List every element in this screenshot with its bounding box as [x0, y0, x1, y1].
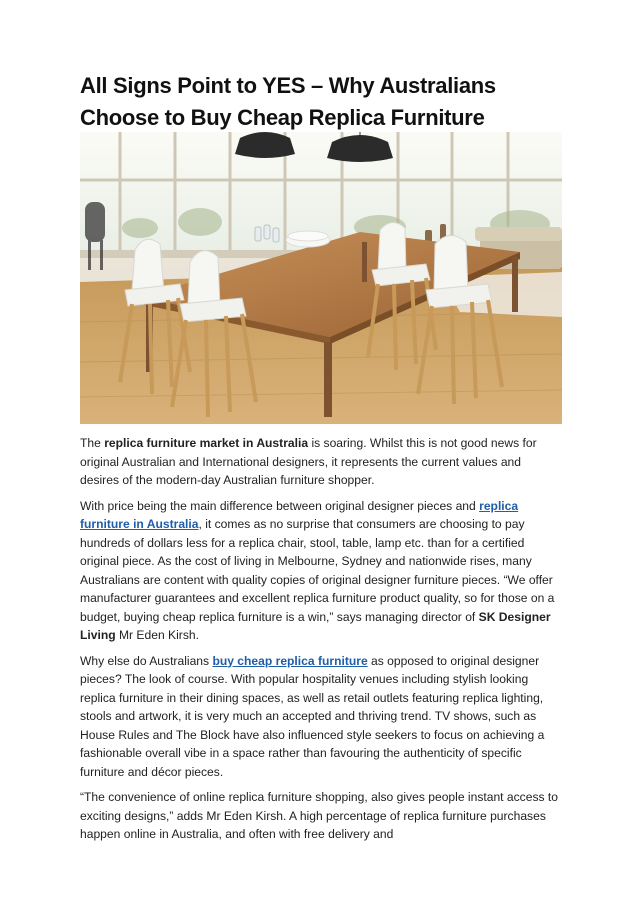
article-body	[80, 434, 562, 851]
company-name: SK Designer Living	[80, 609, 551, 642]
article-title: All Signs Point to YES – Why Australians Choose to Buy Cheap Replica Furniture	[80, 72, 496, 130]
intro-post: is soaring. Whilst this is not good news for original Australian and International designers, it represents the current values and desires of the modern-day Australian furniture shopper.	[80, 436, 537, 487]
intro-pre: The	[80, 436, 105, 450]
why-post: as opposed to original designer pieces? The look of course. With popular hospitality venues including stylish looking replica furniture in their dining spaces, as well as retail outlets featuring replica lighting, stools and artwork, it is very much an accepted and thriving trend. TV shows, such as House Rules and The Block have also influenced style seekers to focus on achieving a fashionable overall vibe in a space rather than favouring the authenticity of specific furniture and décor pieces.	[80, 653, 545, 779]
price-post: Mr Eden Kirsh.	[115, 628, 199, 642]
paragraph-intro	[80, 434, 562, 490]
dining-room-photo	[80, 132, 562, 424]
paragraph-convenience	[80, 788, 562, 844]
why-pre: Why else do Australians	[80, 653, 213, 668]
price-mid: , it comes as no surprise that consumers are choosing to pay hundreds of dollars less for a replica chair, stool, table, lamp etc. than for a certified original piece. As the cost of living in Melbourne, Sydney and nationwide rises, many Australians are content with quality copies of original designer furniture pieces. “We offer manufacturer guarantees and excellent replica furniture product quality, so for those on a budget, buying cheap replica furniture is a win,” says managing director of	[80, 517, 555, 624]
intro-bold-phrase: replica furniture market in Australia	[104, 436, 309, 450]
paragraph-why	[80, 652, 562, 782]
replica-furniture-australia-link[interactable]: replica furniture in Australia	[80, 498, 519, 531]
price-pre: With price being the main difference between original designer pieces and	[80, 498, 480, 513]
convenience-text: “The convenience of online replica furniture shopping, also gives people instant access to exciting designs,” adds Mr Eden Kirsh. A high percentage of replica furniture purchases happen online in Australia, and often with free delivery and	[80, 790, 558, 841]
paragraph-price	[80, 497, 562, 645]
buy-cheap-replica-link[interactable]: buy cheap replica furniture	[212, 653, 368, 668]
